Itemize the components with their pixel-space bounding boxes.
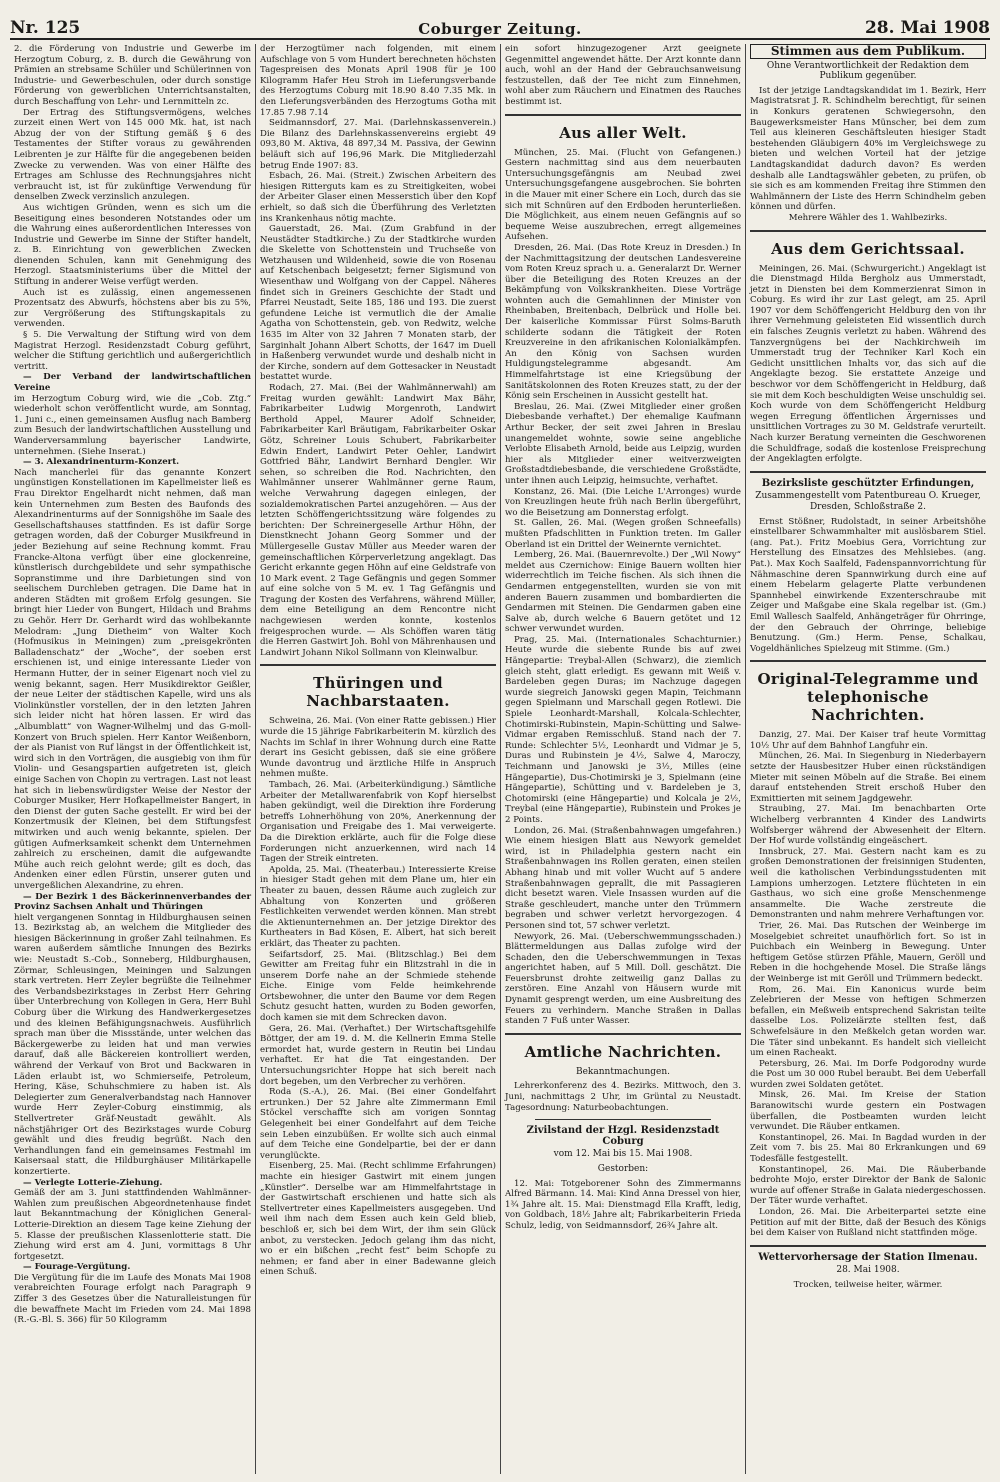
civil-registry-deaths-label: Gestorben: [597,1164,649,1174]
telegram-item: Innsbruck, 27. Mai. Gestern nacht kam es zu großen Demonstrationen der freisinnigen Studenten, weil die katholischen Verbindungsstudenten mit Lampions umherzogen. Letztere flüchteten in ein Gasthaus, wo sich eine große Menschenmenge ansammelte. Die Wache zerstreute die Demonstranten und nahm mehrere Verhaftungen vor. [750,846,986,921]
telegram-item: Straubing, 27. Mai. Im benachbarten Orte Wichelberg verbrannten 4 Kinder des Landwirts Wolfsberger während der Abwesenheit der Eltern. Der Hof wurde vollständig eingeäschert. [750,804,986,847]
world-news-item: Dresden, 26. Mai. (Das Rote Kreuz in Dresden.) In der Nachmittagsitzung der deutschen Landesvereine vom Roten Kreuz sprach u. a. Generalarzt Dr. Werner über die Beteiligung des Roten Kreuzes an der Bekämpfung von Volkskrankheiten. Diese Vorträge wohnten auch die Gemahlinnen der Minister von Rheinbaben, Breitenbach, Delbrück und Holle bei. Der kaiserliche Kommissar Fürst Solms-Baruth schilderte sodann die Tätigkeit der Roten Kreuzvereine in den afrikanischen Kolonialkämpfen. An den König von Sachsen wurden Huldigungstelegramme abgesandt. Am Himmelfahrtstage ist eine Kriegsübung der Sanitätskolonnen des Roten Kreuzes statt, zu der der König sein Erscheinen in Aussicht gestellt hat. [505,242,741,402]
section-heading-amtliche: Amtliche Nachrichten. [524,1042,722,1061]
article-paragraph: im Herzogtum Coburg wird, wie die „Cob. Ztg.“ wiederholt schon veröffentlicht wurde, am Sonntag, 1. Juni c., einen gemeinsamen Ausflug nach Bamberg zum Besuch der landwirtschaftlichen Ausstellung und Wanderversammlung bayerischer Landwirte, unternehmen. (Siehe Inserat.) [14,393,251,457]
column-1 [10,44,255,1474]
telegram-item: Konstantinopel, 26. Mai. In Bagdad wurden in der Zeit vom 7. bis 25. Mai 80 Erkrankungen und 69 Todesfälle festgestellt. [750,1132,986,1165]
patent-list-heading: Bezirksliste geschützter Erfindungen, [761,477,975,489]
article-heading: — Fourage-Vergütung. [23,1262,131,1273]
telegram-item: Petersburg, 26. Mai. Im Dorfe Podgorodny wurde die Post um 30 000 Rubel beraubt. Bei dem Ueberfall wurden zwei Soldaten getötet. [750,1058,986,1090]
article-paragraph: § 5. Die Verwaltung der Stiftung wird von dem Magistrat Herzogl. Residenzstadt Coburg geführt, welcher die Stiftung gerichtlich und außergerichtlich vertritt. [14,330,251,372]
patent-list-source: Zusammengestellt vom Patentbureau O. Krueger, Dresden, Schloßstraße 2. [755,491,981,512]
world-news-item: London, 26. Mai. (Straßenbahnwagen umgefahren.) Wie einem hiesigen Blatt aus Newyork gemeldet wird, ist in Philadelphia gestern nacht ein Straßenbahnwagen ins Rollen geraten, einen steilen Abhang hinab und mit voller Wucht auf 5 andere Straßenbahnwagen geprallt, die mit Passagieren dicht besetzt waren. Viele Insassen wurden auf die Straße geschleudert, manche unter den Trümmern begraben und schwer verletzt hervorgezogen. 4 Personen sind tot, 57 schwer verletzt. [505,825,741,931]
article-paragraph: Auch ist es zulässig, einen angemessenen Prozentsatz des Abwurfs, höchstens aber bis zu 5%, zur Vergrößerung des Stiftungskapitals zu verwenden. [14,287,251,330]
section-divider [750,660,986,662]
divider [535,1119,711,1120]
section-divider [750,471,986,473]
world-news-item: Konstanz, 26. Mai. (Die Leiche L'Arronges) wurde von Kreuzlingen heute früh nach Berlin übergeführt, wo die Beisetzung am Donnerstag erfolgt. [505,486,741,518]
section-heading-gerichtssaal: Aus dem Gerichtssaal. [771,239,965,258]
civil-registry-entries: 12. Mai: Totgeborener Sohn des Zimmermanns Alfred Bärmann. 14. Mai: Kind Anna Dressel von hier, 1¾ Jahre alt. 15. Mai: Dienstmagd Ella Krafft, ledig, von Goldbach, 18½ Jahre alt; Fabrikarbeiterin Frieda Schulz, ledig, von Seidmannsdorf, 26¾ Jahre alt. [505,1178,741,1231]
column-3 [500,44,745,1474]
article-paragraph: Die Vergütung für die im Laufe des Monats Mai 1908 verabreichten Fourage erfolgt nach Paragraph 9 Ziffer 3 des Gesetzes über die Naturalleistungen für die bewaffnete Macht im Frieden vom 24. Mai 1898 (R.-G.-Bl. S. 366) für 50 Kilogramm [14,1272,251,1326]
telegram-item: Danzig, 27. Mai. Der Kaiser traf heute Vormittag 10½ Uhr auf dem Bahnhof Langfuhr ein. [750,730,986,751]
court-report: Meiningen, 26. Mai. (Schwurgericht.) Angeklagt ist die Dienstmagd Hilda Bergholz aus Ummerstadt, jetzt in Diensten bei dem Kommerzienrat Simon in Coburg. Es wird ihr zur Last gelegt, am 25. April 1907 vor dem Schöffengericht Heldburg den von ihr ihrer Vernehmung geleisteten Eid wissentlich durch ein falsches Zeugnis verletzt zu haben. Während des Tanzvergnügens bei der Nachkirchweih im Ummerstadt trug der Techniker Karl Koch ein Gedicht unsittlichen Inhalts vor, das sich auf die Angeklagte bezog. Sie erstattete Anzeige und beschwor vor dem Schöffengericht in Heldburg, daß sie mit dem Koch beschuldigten Weise unschuldig sei. Koch wurde von dem Schöffengericht Heldburg wegen Erregung öffentlichen Ärgernisses und unsittlichen Vortrages zu 30 M. Geldstrafe verurteilt. Nach kurzer Beratung verneinten die Geschworenen die Schuldfrage, sodaß die kostenlose Freisprechung der Angeklagten erfolgte. [750,263,986,465]
local-news-item: Seidmannsdorf, 27. Mai. (Darlehnskassenverein.) Die Bilanz des Darlehnskassenvereins ergiebt 49 093,80 M. Aktiva, 48 897,34 M. Passiva, der Gewinn beläuft sich auf 196,96 Mark. Die Mitgliederzahl betrug Ende 1907: 83. [260,118,496,171]
section-divider [750,1245,986,1247]
world-news-item: Breslau, 26. Mai. (Zwei Mitglieder einer großen Diebesbande verhaftet.) Der ehemalige Kaufmann Arthur Becker, der seit zwei Jahren in Breslau unangemeldet wohnte, sowie seine angebliche Verlobte Elisabeth Arnold, beide aus Leipzig, wurden hier als Mitglieder einer weitverzweigten Großstadtdiebesbande, die verschiedene Großstädte, unter ihnen auch Leipzig, heimsuchte, verhaftet. [505,401,741,486]
section-disclaimer: Ohne Verantwortlichkeit der Redaktion dem Publikum gegenüber. [766,60,970,82]
masthead [10,10,990,40]
article-heading: — Der Bezirk 1 des Bäckerinnenverbandes der Provinz Sachsen Anhalt und Thüringen [14,891,251,913]
article-paragraph: Aus wichtigen Gründen, wenn es sich um die Beseitigung eines besonderen Notstandes oder um die Wahrung eines außerordentlichen Interesses von Industrie und Gewerbe im Sinne der Stifter handelt, z. B. Einrichtung von gewerblichen Zwecken dienenden Schulen, kann mit Genehmigung des Herzogl. Staatsministeriums über die Mittel der Stiftung in anderer Weise verfügt werden. [14,202,251,288]
article-paragraph: der Herzogtümer nach folgenden, mit einem Aufschlage von 5 vom Hundert berechneten höchsten Tagespreisen des Monats April 1908 für je 100 Kilogramm Hafer Heu Stroh im Lieferungsverbande des Herzogtums Coburg mit 18.90 8.40 7.35 Mk. in den Lieferungsverbänden des Herzogtums Gotha mit 17.85 7.98 7.14 [260,44,496,118]
article-paragraph: Der Ertrag des Stiftungsvermögens, welches zurzeit einen Wert von 145 000 Mk. hat, ist nach Abzug der von der Stiftung gemäß § 6 des Testamentes der Stifter voraus zu gewährenden Leibrenten je zur Hälfte für die angegebenen beiden Zwecke zu verwenden. Was von einer Hälfte des Ertrages am Schlusse des Rechnungsjahres nicht verbraucht ist, ist für zukünftige Verwendung für denselben Zweck verzinslich anzulegen. [14,107,251,203]
newspaper-title: Coburger Zeitung. [418,20,582,38]
weather-date: 28. Mai 1908. [836,1265,900,1276]
section-divider [750,230,986,232]
weather-forecast: Trocken, teilweise heiter, wärmer. [793,1279,943,1290]
section-subheading: Bekanntmachungen. [575,1066,671,1077]
article-paragraph: hielt vergangenen Sonntag in Hildburghausen seinen 13. Bezirkstag ab, an welchem die Mitglieder des hiesigen Bäckerinnung in großer Zahl teilnahmen. Es waren außerdem sämtliche Innungen des Bezirks wie: Neustadt S.-Cob., Sonneberg, Hildburghausen, Zörmar, Schleusingen, Meiningen und Salzungen stark vertreten. Herr Zeyler begrüßte die Teilnehmer des Verbandsbezirkstages in Zerbst Herr Gehring über Unterbrechung von Kollegen in Gera, Herr Buhl Coburg über die Wirkung des Handwerkergesetzes und des kleinen Befähigungsnachweis. Ausführlich sprach man über die Missstände, unter welchen das Bäckergewerbe zu leiden hat und man verwies darauf, daß alle Bäckereien kontrolliert werden, während der Verkauf von Brot und Backwaren in Läden erlaubt ist, wo Schmierseife, Petroleum, Hering, Käse, Schuhschmiere zu haben ist. Als Delegierter zum Generalverbandstag nach Hannover wurde Herr Zeyler-Coburg einstimmig, als Stellvertreter Gräf-Neustadt gewählt. Als nächstjähriger Ort des Bezirkstages wurde Coburg gewählt und dies freudig begrüßt. Nach den Verhandlungen fand ein gemeinsames Festmahl im Kaisersaal statt, die Hildburghäuser Militärkapelle konzertierte. [14,912,251,1177]
world-news-item: Prag, 25. Mai. (Internationales Schachturnier.) Heute wurde die siebente Runde bis auf zwei Hängepartie: Treybal-Allen (Schwarz), die ziemlich gleich steht, glatt erledigt. Es gewann mit Weiß v. Bardeleben gegen Duras; im Nachzuge dagegen wurde siegreich Janowski gegen Mapin, Teichmann gegen Spielmann und Marschall gegen Rotlewi. Die Spiele Leonhardt-Marshall, Kolcala-Schlechter, Chotimirski-Rubinstein, Mapin-Schütting und Salwe-Vidmar ergaben Remisschluß. Stand nach der 7. Runde: Schlechter 5½, Leonhardt und Vidmar je 5, Duras und Rubinstein je 4½, Salwe 4, Maroczy, Teichmann und Janowski je 3½, Milles (eine Hängepartie), Dus-Chotimirski je 3, Spielmann (eine Hängepartie), Schütting und v. Bardeleben je 3, Chotomirski (eine Hängepartie) und Kolcala je 2½, Treybal (eine Hängepartie), Rubinstein und Prokes je 2 Points. [505,634,741,825]
world-news-item: Lemberg, 26. Mai. (Bauernrevolte.) Der „Wil Nowy“ meldet aus Czernichow: Einige Bauern wollten hier widerrechtlich im Teiche fischen. Als sich ihnen die Gendarmen entgegenstellten, wurden sie von mit anderen Bauern zusammen und bombardierten die Gendarmen mit Steinen. Die Gendarmen gaben eine Salve ab, durch welche 6 Bauern getötet und 12 schwer verwundet wurden. [505,550,741,635]
telegram-item: Rom, 26. Mai. Ein Kanonicus wurde beim Zelebrieren der Messe von heftigen Schmerzen befallen, ein Meßweib entsprechend Sakristan teilte dasselbe Los. Polizeiärzte stellten fest, daß Schwefelsäure in den Meßkelch getan worden war. Die Täter sind unbekannt. Es handelt sich vielleicht um einen Racheakt. [750,984,986,1059]
article-heading: — Der Verband der landwirtschaftlichen Vereine [14,372,251,393]
columns [10,44,990,1474]
article-heading: — Verlegte Lotterie-Ziehung. [23,1177,163,1188]
local-news-item: Rodach, 27. Mai. (Bei der Wahlmännerwahl) am Freitag wurden gewählt: Landwirt Max Bähr, Fabrikarbeiter Ludwig Morgenroth, Landwirt Berthold Appel, Maurer Adolf Schneider, Fabrikarbeiter Karl Bräutigam, Fabrikarbeiter Oskar Götz, Schreiner Louis Schubert, Fabrikarbeiter Edwin Endert, Landwirt Peter Oehler, Landwirt Gottfried Bähr, Landwirt Bernhard Dengler. Wir sehen, so schreiben die Rod. Nachrichten, den Wahlmänner unserer Wahlmänner gerne Raum, welche Verwahrung dagegen einlegen, der sozialdemokratischen Partei anzugehören. — Aus der letzten Schöffengerichtssitzung wäre folgendes zu berichten: Der Schreinergeselle Arthur Höhn, der Dienstknecht Johann Georg Sommer und der Müllergeselle Gustav Müller aus Meeder waren der gemeinschaftlichen Körperverletzung angeklagt. Das Gericht erkannte gegen Höhn auf eine Geldstrafe von 10 Mark event. 2 Tage Gefängnis und gegen Sommer auf eine solche von 5 M. ev. 1 Tag Gefängnis und Tragung der Kosten des Verfahrens, während Müller, dem eine Beteiligung an dem Rencontre nicht nachgewiesen werden konnte, kostenlos freigesprochen wurde. — Als Schöffen waren tätig die Herren Gastwirt Joh. Bohl von Mährenhausen und Landwirt Johann Nikol Sollmann von Kleinwalbur. [260,383,496,658]
section-divider [505,1033,741,1035]
civil-registry-period: vom 12. Mai bis 15. Mai 1908. [553,1149,693,1160]
reader-letter-signature: Mehrere Wähler des 1. Wahlbezirks. [788,212,948,223]
regional-news-item: Tambach, 26. Mai. (Arbeiterkündigung.) Sämtliche Arbeiter der Metallwarenfabrik von Kopf hierselbst haben gekündigt, weil die Direktion ihre Forderung betreffs Lohnerhöhung von 20%, Anerkennung der Organisation und Freigabe des 1. Mai verweigerte. Da die Direktion erklärte, auch für die Folge diese Forderungen nicht anzuerkennen, wird nach 14 Tagen der Streik eintreten. [260,780,496,865]
column-2 [255,44,500,1474]
issue-number: Nr. 125 [10,18,81,38]
article-paragraph: 2. die Förderung von Industrie und Gewerbe im Herzogtum Coburg, z. B. durch die Gewährung von Prämien an strebsame Schüler und Schülerinnen von Industrie- und Gewerbeschulen, oder durch sonstige Förderung von gewerblichen Unterrichtsanstalten, durch Beschaffung von Lehr- und Lernmitteln zc. [14,44,251,107]
section-heading-thueringen: Thüringen und Nachbarstaaten. [306,674,450,711]
civil-registry-heading: Zivilstand der Hzgl. Residenzstadt Coburg [526,1125,720,1147]
section-heading-aus-aller-welt: Aus aller Welt. [559,123,687,142]
world-news-item: München, 25. Mai. (Flucht von Gefangenen.) Gestern nachmittag sind aus dem neuerbauten Untersuchungsgefängnis am Neubad zwei Untersuchungsgefangene ausgebrochen. Sie bohrten in die Mauer mit einer Schere ein Loch, durch das sie sich mit Schnüren auf den Erdboden herunterließen. Die Möglichkeit, aus einem neuen Gefängnis auf so bequeme Weise auszubrechen, erregt allgemeines Aufsehen. [505,147,741,243]
column-4 [745,44,990,1474]
section-divider [260,664,496,666]
patent-list: Ernst Stößner, Rudolstadt, in seiner Arbeitshöhe einstellbarer Schwammhalter mit auslösbarem Stiel. (ang. Pat.). Fritz Moebius Gera, Vorrichtung zur Herstellung des Einsatzes des Mehlsiebes. (ang. Pat.). Max Koch Saalfeld, Fadenspannvorrichtung für Nähmaschine deren Spannwirkung durch eine auf einem Hebelarm gelagerte Platte verbundenen Spannhebel einwirkende Exzenterschraube mit Zeiger und Maßgabe eine Skala regelbar ist. (Gm.) Emil Wallesch Saalfeld, Anhängeträger für Ohrringe, der den Gebrauch der Ohrringe, beliebige Benutzung. (Gm.) Herm. Pense, Schalkau, Vogeldhänliches Spielzeug mit Stimme. (Gm.) [750,516,986,654]
telegram-item: Trier, 26. Mai. Das Rutschen der Weinberge im Moselgebiet schreitet unaufhörlich fort. So ist in Puichbach ein Weinberg in Bewegung. Unter heftigem Getöse stürzen Pfähle, Mauern, Geröll und Reben in die hochgehende Mosel. Die Straße längs der Weinberge ist mit Geröll und Trümmern bedeckt. [750,920,986,984]
section-heading-stimmen: Stimmen aus dem Publikum. [750,44,986,59]
telegram-item: London, 26. Mai. Die Arbeiterpartei setzte eine Petition auf mit der Bitte, daß der Besuch des Königs bei dem Kaiser von Rußland nicht stattfinden möge. [750,1207,986,1239]
world-news-item: Newyork, 26. Mai. (Ueberschwemmungsschaden.) Blättermeldungen aus Dallas zufolge wird der Schaden, den die Ueberschwemmungen in Texas angerichtet haben, auf 5 Mill. Doll. geschätzt. Die Feuersbrunst drohte zeitweilig ganz Dallas zu zerstören. Eine Anzahl von Häusern wurde mit Dynamit gesprengt werden, um eine Ausbreitung des Feuers zu verhindern. Manche Straßen in Dallas standen 7 Fuß unter Wasser. [505,931,741,1027]
regional-news-item: Seifartsdorf, 25. Mai. (Blitzschlag.) Bei dem Gewitter am Freitag fuhr ein Blitzstrahl in die in unserem Dorfe nahe an der Schmiede stehende Eiche. Einige vom Felde heimkehrende Ortsbewohner, die unter den Baume vor dem Regen Schutz gesucht hatten, wurden zu Boden geworfen, doch kamen sie mit dem Schrecken davon. [260,949,496,1024]
telegram-item: München, 26. Mai. In Siegenburg in Niederbayern setzte der Hausbesitzer Huber einen rückständigen Mieter mit seinen Möbeln auf die Straße. Bei einem darauf entstehenden Streit erschoß Huber den Exmittierten mit seinem Jagdgewehr. [750,751,986,804]
regional-news-item: Roda (S.-A.), 26. Mai. (Bei einer Gondelfahrt ertrunken.) Der 52 Jahre alte Zimmermann Emil Stöckel verschaffte sich am vorigen Sonntag Gelegenheit bei einer Gondelfahrt auf dem Teiche sein Leben einzubüßen. Er wollte sich auch einmal auf dem Teiche eine Gondelpartie, bei der er dann verunglückte. [260,1087,496,1161]
official-notice: Lehrerkonferenz des 4. Bezirks. Mittwoch, den 3. Juni, nachmittags 2 Uhr, im Grüntal zu Neustadt. Tagesordnung: Naturbeobachtungen. [505,1081,741,1113]
telegram-item: Minsk, 26. Mai. Im Kreise der Station Baranowitschi wurde gestern ein Postwagen überfallen, die Postbeamten wurden leicht verwundet. Die Räuber entkamen. [750,1090,986,1133]
article-paragraph: ein sofort hinzugezogener Arzt geeignete Gegenmittel angewendet hätte. Der Arzt konnte dann auch, wohl an der Hand der Gebrauchsanweisung festzustellen, daß der Tee nicht zum Einnehmen, wohl aber zum Räuchern und Einatmen des Rauches bestimmt ist. [505,44,741,107]
regional-news-item: Schweina, 26. Mai. (Von einer Ratte gebissen.) Hier wurde die 15 jährige Fabrikarbeiterin M. kürzlich des Nachts im Schlaf in ihrer Wohnung durch eine Ratte derart ins Gesicht gebissen, daß sie eine größere Wunde davontrug und ärztliche Hilfe in Anspruch nehmen mußte. [260,716,496,780]
regional-news-item: Gera, 26. Mai. (Verhaftet.) Der Wirtschaftsgehilfe Böttger, der am 19. d. M. die Kellnerin Emma Stelle ermordet hat, wurde gestern in Reutin bei Lindau verhaftet. Er hat die Tat eingestanden. Der Untersuchungsrichter Hoppe hat sich bereit nach dort begeben, um den Verbrecher zu verhören. [260,1023,496,1087]
section-heading-telegramme: Original-Telegramme und telephonische Nachrichten. [757,670,979,725]
reader-letter: Ist der jetzige Landtagskandidat im 1. Bezirk, Herr Magistratsrat J. R. Schindhelm berechtigt, für seinen in Konkurs geratenen Schwiegersohn, den Baugewerksmeister Hans Münscher, bei dem zum Teil aus kleineren Geschäftsleuten hiesiger Stadt bestehenden Gläubigern 40% im Vergleichswege zu bieten und welchen Vorteil hat der jetzige Landtagskandidat dadurch davon? Es werden deshalb alle Landtagswähler gebeten, zu prüfen, ob sie sich es am kommenden Freitag ihre Stimmen den Wahlmännern der Liste des Herrn Schindhelm geben können und dürfen. [750,85,986,213]
local-news-item: Esbach, 26. Mai. (Streit.) Zwischen Arbeitern des hiesigen Ritterguts kam es zu Streitigkeiten, wobei der Arbeiter Glaser einen Messerstich über den Kopf erhielt, so daß sich die Überführung des Verletzten ins Krankenhaus nötig machte. [260,171,496,224]
weather-heading: Wettervorhersage der Station Ilmenau. [758,1251,978,1263]
article-heading: — 3. Alexandrinenturm-Konzert. [23,457,180,468]
section-divider [505,114,741,116]
local-news-item: Gauerstadt, 26. Mai. (Zum Grabfund in der Neustädter Stadtkirche.) Zu der Stadtkirche wurden die Skelette von Schottenstein und Truchseße von Wetzhausen und Wildenheid, sowie die von Rosenau auf Ketschenbach beigesetzt; ferner Sigismund von Wiesenthaw und Wolfgang von der Cappel. Näheres findet sich in Greiners Geschichte der Stadt und Pfarrei Neustadt, Seite 185, 186 und 193. Die zuerst gefundene Leiche ist vermutlich die der Amalie Agatha von Schottenstein, geb. von Redwitz, welche 1635 im Alter von 32 Jahren 7 Monaten starb, der Sarginhalt Johann Albert Schotts, der 1647 im Duell in Haßenberg verwundet wurde und deshalb nicht in der Kirche, sondern auf dem Gottesacker in Neustadt bestattet wurde. [260,224,496,383]
article-paragraph: Nach mancherlei für das genannte Konzert ungünstigen Konstellationen im Kapellmeister ließ es Frau Direktor Engelhardt nicht nehmen, daß man kein Unternehmen zum Besten des Baufonds des Alexandrinenturms auf der Sonnigshöhe im Saale des Gesellschaftshauses stattfinden. Es ist dafür Sorge getragen worden, daß der Coburger Musikfreund in jeder Beziehung auf seine Rechnung kommt. Frau Francke-Altona verfügt über eine glockenreine, künstlerisch durchgebildete und sehr sympathische Sopranstimme und ihre Darbietungen sind von seelischem Durchleben getragen. Die Dame hat in anderen Städten mit großem Erfolg gesungen. Sie bringt hier Lieder von Bungert, Hildach und Brahms zu Gehör. Herr Dr. Gerhardt wird das wohlbekannte Melodram: „Jung Dietheim“ von Walter Koch (Hofmusikus in Meiningen) zum „preisgekrönten Balladenschatz“ der „Woche“, der soeben erst erschienen ist, und einige interessante Lieder von Hermann Hutter, der in seiner Eigenart noch viel zu wenig bekannt, sagen. Herr Musikdirektor Geißler, der neue Leiter der städtischen Kapelle, wird uns als Violinkünstler vorstellen, der in den letzten Jahren sich leider nicht hat hören lassen. Er wird das „Albumblatt“ von Wagner-Wilhelmj und das G-moll-Konzert von Bruch spielen. Herr Kantor Weißenborn, der als Pianist von Ruf längst in der Öffentlichkeit ist, wird sich in den Vorträgen, die ausgiebig von ihm für Violin- und Gesangspartien aufgetreten ist, gleich einige Sachen von Chopin zu vertragen. Last not least hat sich in liebenswürdigster Weise der Nestor der Coburger Musiker, Herr Hofkapellmeister Bangert, in den Dienst der guten Sache gestellt. Er wird bei der Konzertmusik der Kleinen, bei dem Stiftungsfest mitwirken und auch wenig bekannte, spielen. Der gütigen Aufmerksamkeit schenkt dem Unternehmen zahlreich zu erscheinen, damit die aufgewandte Mühe auch reich gelohnt werde; gilt es doch, das Andenken einer edlen Fürstin, unserer guten und unvergeßlichen Alexandrine, zu ehren. [14,467,251,891]
issue-date: 28. Mai 1908 [864,18,990,38]
telegram-item: Konstantinopel, 26. Mai. Die Räuberbande bedrohte Mojo, erster Direktor der Bank de Salonic wurde auf offener Straße in Galata niedergeschossen. Der Täter wurde verhaftet. [750,1164,986,1207]
article-paragraph: Gemäß der am 3. Juni stattfindenden Wahlmänner-Wahlen zum preußischen Abgeordnetenhause findet laut Bekanntmachung der Königlichen General-Lotterie-Direktion an diesem Tage keine Ziehung der 5. Klasse der preußischen Klassenlotterie statt. Die Ziehung wird erst am 4. Juni, vormittags 8 Uhr fortgesetzt. [14,1188,251,1262]
regional-news-item: Eisenberg, 25. Mai. (Recht schlimme Erfahrungen) machte ein hiesiger Gastwirt mit einem jungen „Künstler“. Derselbe war am Himmelfahrtstage in der Gastwirtschaft erschienen und hatte sich als Stellvertreter eines Kapellmeisters ausgegeben. Und weil ihm nach dem Essen auch kein Geld blieb, beschloß er, sich bei dem Wirt, der ihm sein Glück anbot, zu verstecken. Jedoch gelang ihm das nicht, wo er ein bißchen „recht fest“ beim Schopfe zu nehmen; er fand aber in einer Badewanne gleich einen Schuß. [260,1161,496,1278]
world-news-item: St. Gallen, 26. Mai. (Wegen großen Schneefalls) mußten Pfadschlitten in Funktion treten. Im Galler Oberland ist ein Drittel der Weinernte vernichtet. [505,518,741,550]
regional-news-item: Apolda, 25. Mai. (Theaterbau.) Interessierte Kreise in hiesiger Stadt gehen mit dem Plane um, hier ein Theater zu bauen, dessen Räume auch zugleich zur Abhaltung von Konzerten und größeren Festlichkeiten verwendet werden können. Man strebt die Aktienunternehmen an. Der jetzige Direktor des Kurtheaters in Bad Kösen, E. Albert, hat sich bereit erklärt, das Theater zu pachten. [260,864,496,949]
